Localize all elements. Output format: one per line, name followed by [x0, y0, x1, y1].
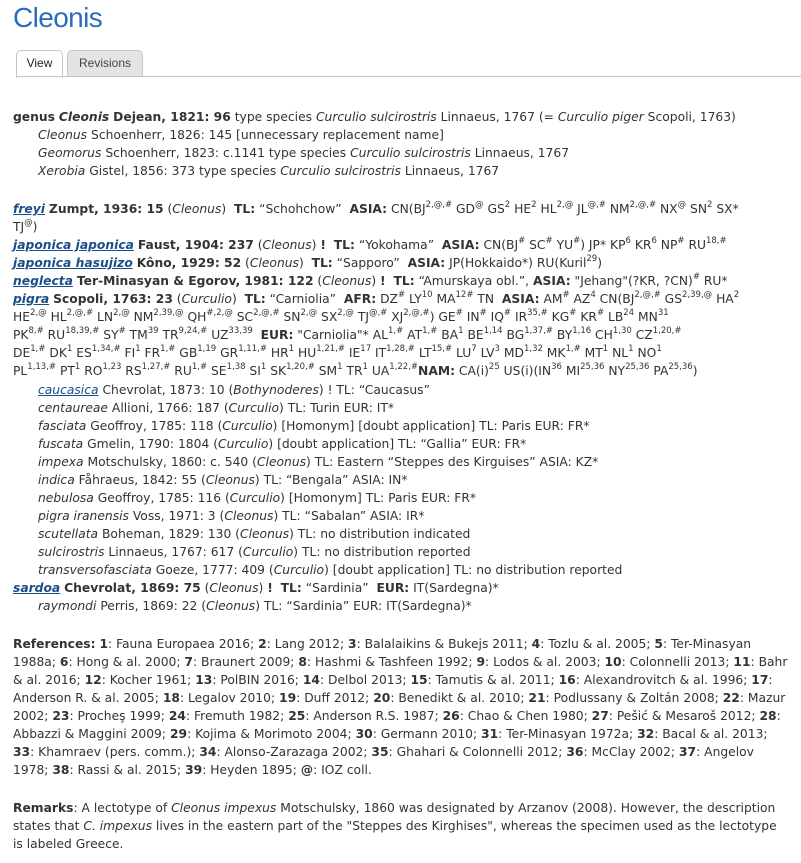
reference-item: @: IOZ coll.	[300, 763, 372, 777]
tab-revisions[interactable]: Revisions	[67, 50, 143, 76]
reference-item: 5: Ter-Minasyan 1988a;	[13, 637, 752, 669]
reference-item: 7: Braunert 2009;	[184, 655, 299, 669]
reference-item: 37: Angelov 1978;	[13, 745, 754, 777]
species-japonica-japonica: japonica japonica Faust, 1904: 237 (Cleonus) ! TL: “Yokohama” ASIA: CN(BJ# SC# YU#) JP* $KP^6$ $KR^6$ NP# $RU^{18,\#}$	[13, 235, 727, 252]
reference-item: 27: Pešić & Mesaroš 2012;	[591, 709, 760, 723]
reference-item: 29: Kojima & Morimoto 2004;	[169, 727, 356, 741]
synonym-row: pigra iranensis Voss, 1971: 3 (Cleonus) TL: “Sabalan” ASIA: IR*	[38, 509, 425, 523]
tab-view[interactable]: View	[16, 50, 63, 78]
reference-item: 32: Bacal & al. 2013;	[637, 727, 768, 741]
reference-item: 31: Ter-Minasyan 1972a;	[481, 727, 638, 741]
reference-item: 19: Duff 2012;	[279, 691, 374, 705]
synonym-row: impexa Motschulsky, 1860: c. 540 (Cleonus) TL: Eastern “Steppes des Kirguises” ASIA: KZ*	[38, 455, 599, 469]
tabs-divider	[16, 76, 801, 77]
reference-item: 39: Heyden 1895;	[185, 763, 301, 777]
reference-item: 28: Abbazzi & Maggini 2009;	[13, 709, 781, 741]
reference-item: 18: Legalov 2010;	[162, 691, 280, 705]
reference-item: 21: Podlussany & Zoltán 2008;	[528, 691, 723, 705]
page-title: Cleonis	[13, 2, 103, 33]
synonym-row: scutellata Boheman, 1829: 130 (Cleonus) TL: no distribution indicated	[38, 527, 471, 541]
species-link-neglecta[interactable]: neglecta	[13, 274, 73, 288]
reference-item: 17: Anderson R. & al. 2005;	[13, 673, 773, 705]
reference-item: 26: Chao & Chen 1980;	[442, 709, 592, 723]
genus-synonym: Geomorus Schoenherr, 1823: c.1141 type species Curculio sulcirostris Linnaeus, 1767	[38, 146, 570, 160]
synonym-row: raymondi Perris, 1869: 22 (Cleonus) TL: “Sardinia” EUR: IT(Sardegna)*	[38, 599, 472, 613]
species-link-pigra[interactable]: pigra	[13, 292, 50, 306]
reference-item: 1: Fauna Europaea 2016;	[99, 637, 259, 651]
reference-item: 13: PolBIN 2016;	[195, 673, 303, 687]
species-neglecta: neglecta Ter-Minasyan & Egorov, 1981: 122 (Cleonus) ! TL: “Amurskaya obl.”, ASIA: "Jehang"(?KR, ?CN)# RU*	[13, 271, 728, 288]
species-link-japonica-hasujizo[interactable]: japonica hasujizo	[13, 256, 133, 270]
reference-item: 8: Hashmi & Tashfeen 1992;	[298, 655, 477, 669]
reference-item: 2: Lang 2012;	[258, 637, 349, 651]
genus-line: genus Cleonis Dejean, 1821: 96 type species Curculio sulcirostris Linnaeus, 1767 (= Curculio piger Scopoli, 1763)	[13, 110, 736, 124]
reference-item: 10: Colonnelli 2013;	[604, 655, 734, 669]
synonym-row: nebulosa Geoffroy, 1785: 116 (Curculio) [Homonym] TL: Paris EUR: FR*	[38, 491, 477, 505]
synonym-row: transversofasciata Goeze, 1777: 409 (Curculio) [doubt application] TL: no distribution reported	[38, 563, 623, 577]
reference-item: 14: Delbol 2013;	[302, 673, 411, 687]
reference-item: 33: Khamraev (pers. comm.);	[13, 745, 200, 759]
species-link-freyi[interactable]: freyi	[13, 202, 45, 216]
species-link-sardoa[interactable]: sardoa	[13, 581, 61, 595]
species-japonica-hasujizo: japonica hasujizo Kôno, 1929: 52 (Cleonus) TL: “Sapporo” ASIA: JP(Hokkaido*) RU(Kuril$^{29}$)	[13, 253, 602, 270]
reference-item: 22: Mazur 2002;	[13, 691, 786, 723]
tab-bar	[16, 50, 801, 77]
reference-item: 4: Tozlu & al. 2005;	[531, 637, 655, 651]
genus-synonym: Cleonus Schoenherr, 1826: 145 [unnecessary replacement name]	[38, 128, 444, 142]
synonym-row: centaureae Allioni, 1766: 187 (Curculio) TL: Turin EUR: IT*	[38, 401, 395, 415]
references: References: 1: Fauna Europaea 2016; 2: Lang 2012; 3: Balalaikins & Bukejs 2011; 4: Tozlu & al. 2005; 5: Ter-Minasyan 1988a; 6: Hong & al. 2000; 7: Braunert 2009; 8: Hashmi & Tashfeen 1992; 9: Lodos & al. 2003; 10: Colonnelli 2013; 11: Bahr & al. 2016; 12: Kocher 1961; 13: PolBIN 2016; 14: Delbol 2013; 15: Tamutis & al. 2011; 16: Alexandrovitch & al. 1996; 17: Anderson R. & al. 2005; 18: Legalov 2010; 19: Duff 2012; 20: Benedikt & al. 2010; 21: Podlussany & Zoltán 2008; 22: Mazur 2002; 23: Procheş 1999; 24: Fremuth 1982; 25: Anderson R.S. 1987; 26: Chao & Chen 1980; 27: Pešić & Mesaroš 2012; 28: Abbazzi & Maggini 2009; 29: Kojima & Morimoto 2004; 30: Germann 2010; 31: Ter-Minasyan 1972a; 32: Bacal & al. 2013; 33: Khamraev (pers. comm.); 34: Alonso-Zarazaga 2002; 35: Ghahari & Colonnelli 2012; 36: McClay 2002; 37: Angelov 1978; 38: Rassi & al. 2015; 39: Heyden 1895; @: IOZ coll.	[13, 637, 788, 777]
reference-item: 23: Procheş 1999;	[52, 709, 169, 723]
synonym-link-caucasica[interactable]: caucasica	[38, 383, 99, 397]
reference-item: 9: Lodos & al. 2003;	[476, 655, 605, 669]
reference-item: 6: Hong & al. 2000;	[59, 655, 185, 669]
reference-item: 38: Rassi & al. 2015;	[52, 763, 186, 777]
reference-item: 11: Bahr & al. 2016;	[13, 655, 788, 687]
remarks: Remarks: A lectotype of Cleonus impexus Motschulsky, 1860 was designated by Arzanov (2008). However, the description states that C. impexus lives in the eastern part of the "Steppes des Kirghises", whereas the specimen used as the lectotype is labeled Greece.	[13, 801, 777, 851]
reference-item: 16: Alexandrovitch & al. 1996;	[558, 673, 752, 687]
synonym-row: caucasica Chevrolat, 1873: 10 (Bothynoderes) ! TL: “Caucasus”	[38, 383, 430, 397]
species-pigra: pigra Scopoli, 1763: 23 (Curculio) TL: “Carniolia” AFR: DZ# LY$^{10}$ $MA^{12\#}$ TN ASIA: AM# $AZ^4$ $CN(BJ^{2,@,\#}$ $GS^{2,39,@}$ $HA^2$	[13, 289, 740, 306]
synonym-row: fasciata Geoffroy, 1785: 118 (Curculio) [Homonym] [doubt application] TL: Paris EUR: FR*	[38, 419, 590, 433]
synonym-row: sulcirostris Linnaeus, 1767: 617 (Curculio) TL: no distribution reported	[38, 545, 471, 559]
reference-item: 36: McClay 2002;	[566, 745, 679, 759]
reference-item: 34: Alonso-Zarazaga 2002;	[199, 745, 372, 759]
reference-item: 12: Kocher 1961;	[84, 673, 196, 687]
reference-item: 24: Fremuth 1982;	[168, 709, 289, 723]
reference-item: 15: Tamutis & al. 2011;	[410, 673, 559, 687]
species-sardoa: sardoa Chevrolat, 1869: 75 (Cleonus) ! TL: “Sardinia” EUR: IT(Sardegna)*	[13, 581, 499, 595]
species-freyi: freyi Zumpt, 1936: 15 (Cleonus) TL: “Schohchow” ASIA: $CN(BJ^{2,@,\#}$ GD@ $GS^2$ $HE^2$ $HL^{2,@}$ JL@,# $NM^{2,@,\#}$ NX@ $SN^2$ SX*	[13, 199, 739, 216]
genus-synonym: Xerobia Gistel, 1856: 373 type species Curculio sulcirostris Linnaeus, 1767	[38, 164, 500, 178]
reference-item: 25: Anderson R.S. 1987;	[288, 709, 443, 723]
reference-item: 35: Ghahari & Colonnelli 2012;	[371, 745, 567, 759]
reference-item: 3: Balalaikins & Bukejs 2011;	[348, 637, 532, 651]
reference-item: 20: Benedikt & al. 2010;	[373, 691, 529, 705]
synonym-row: indica Fåhraeus, 1842: 55 (Cleonus) TL: “Bengala” ASIA: IN*	[38, 473, 408, 487]
synonym-row: fuscata Gmelin, 1790: 1804 (Curculio) [doubt application] TL: “Gallia” EUR: FR*	[38, 437, 527, 451]
species-link-japonica-japonica[interactable]: japonica japonica	[13, 238, 134, 252]
reference-item: 30: Germann 2010;	[355, 727, 482, 741]
